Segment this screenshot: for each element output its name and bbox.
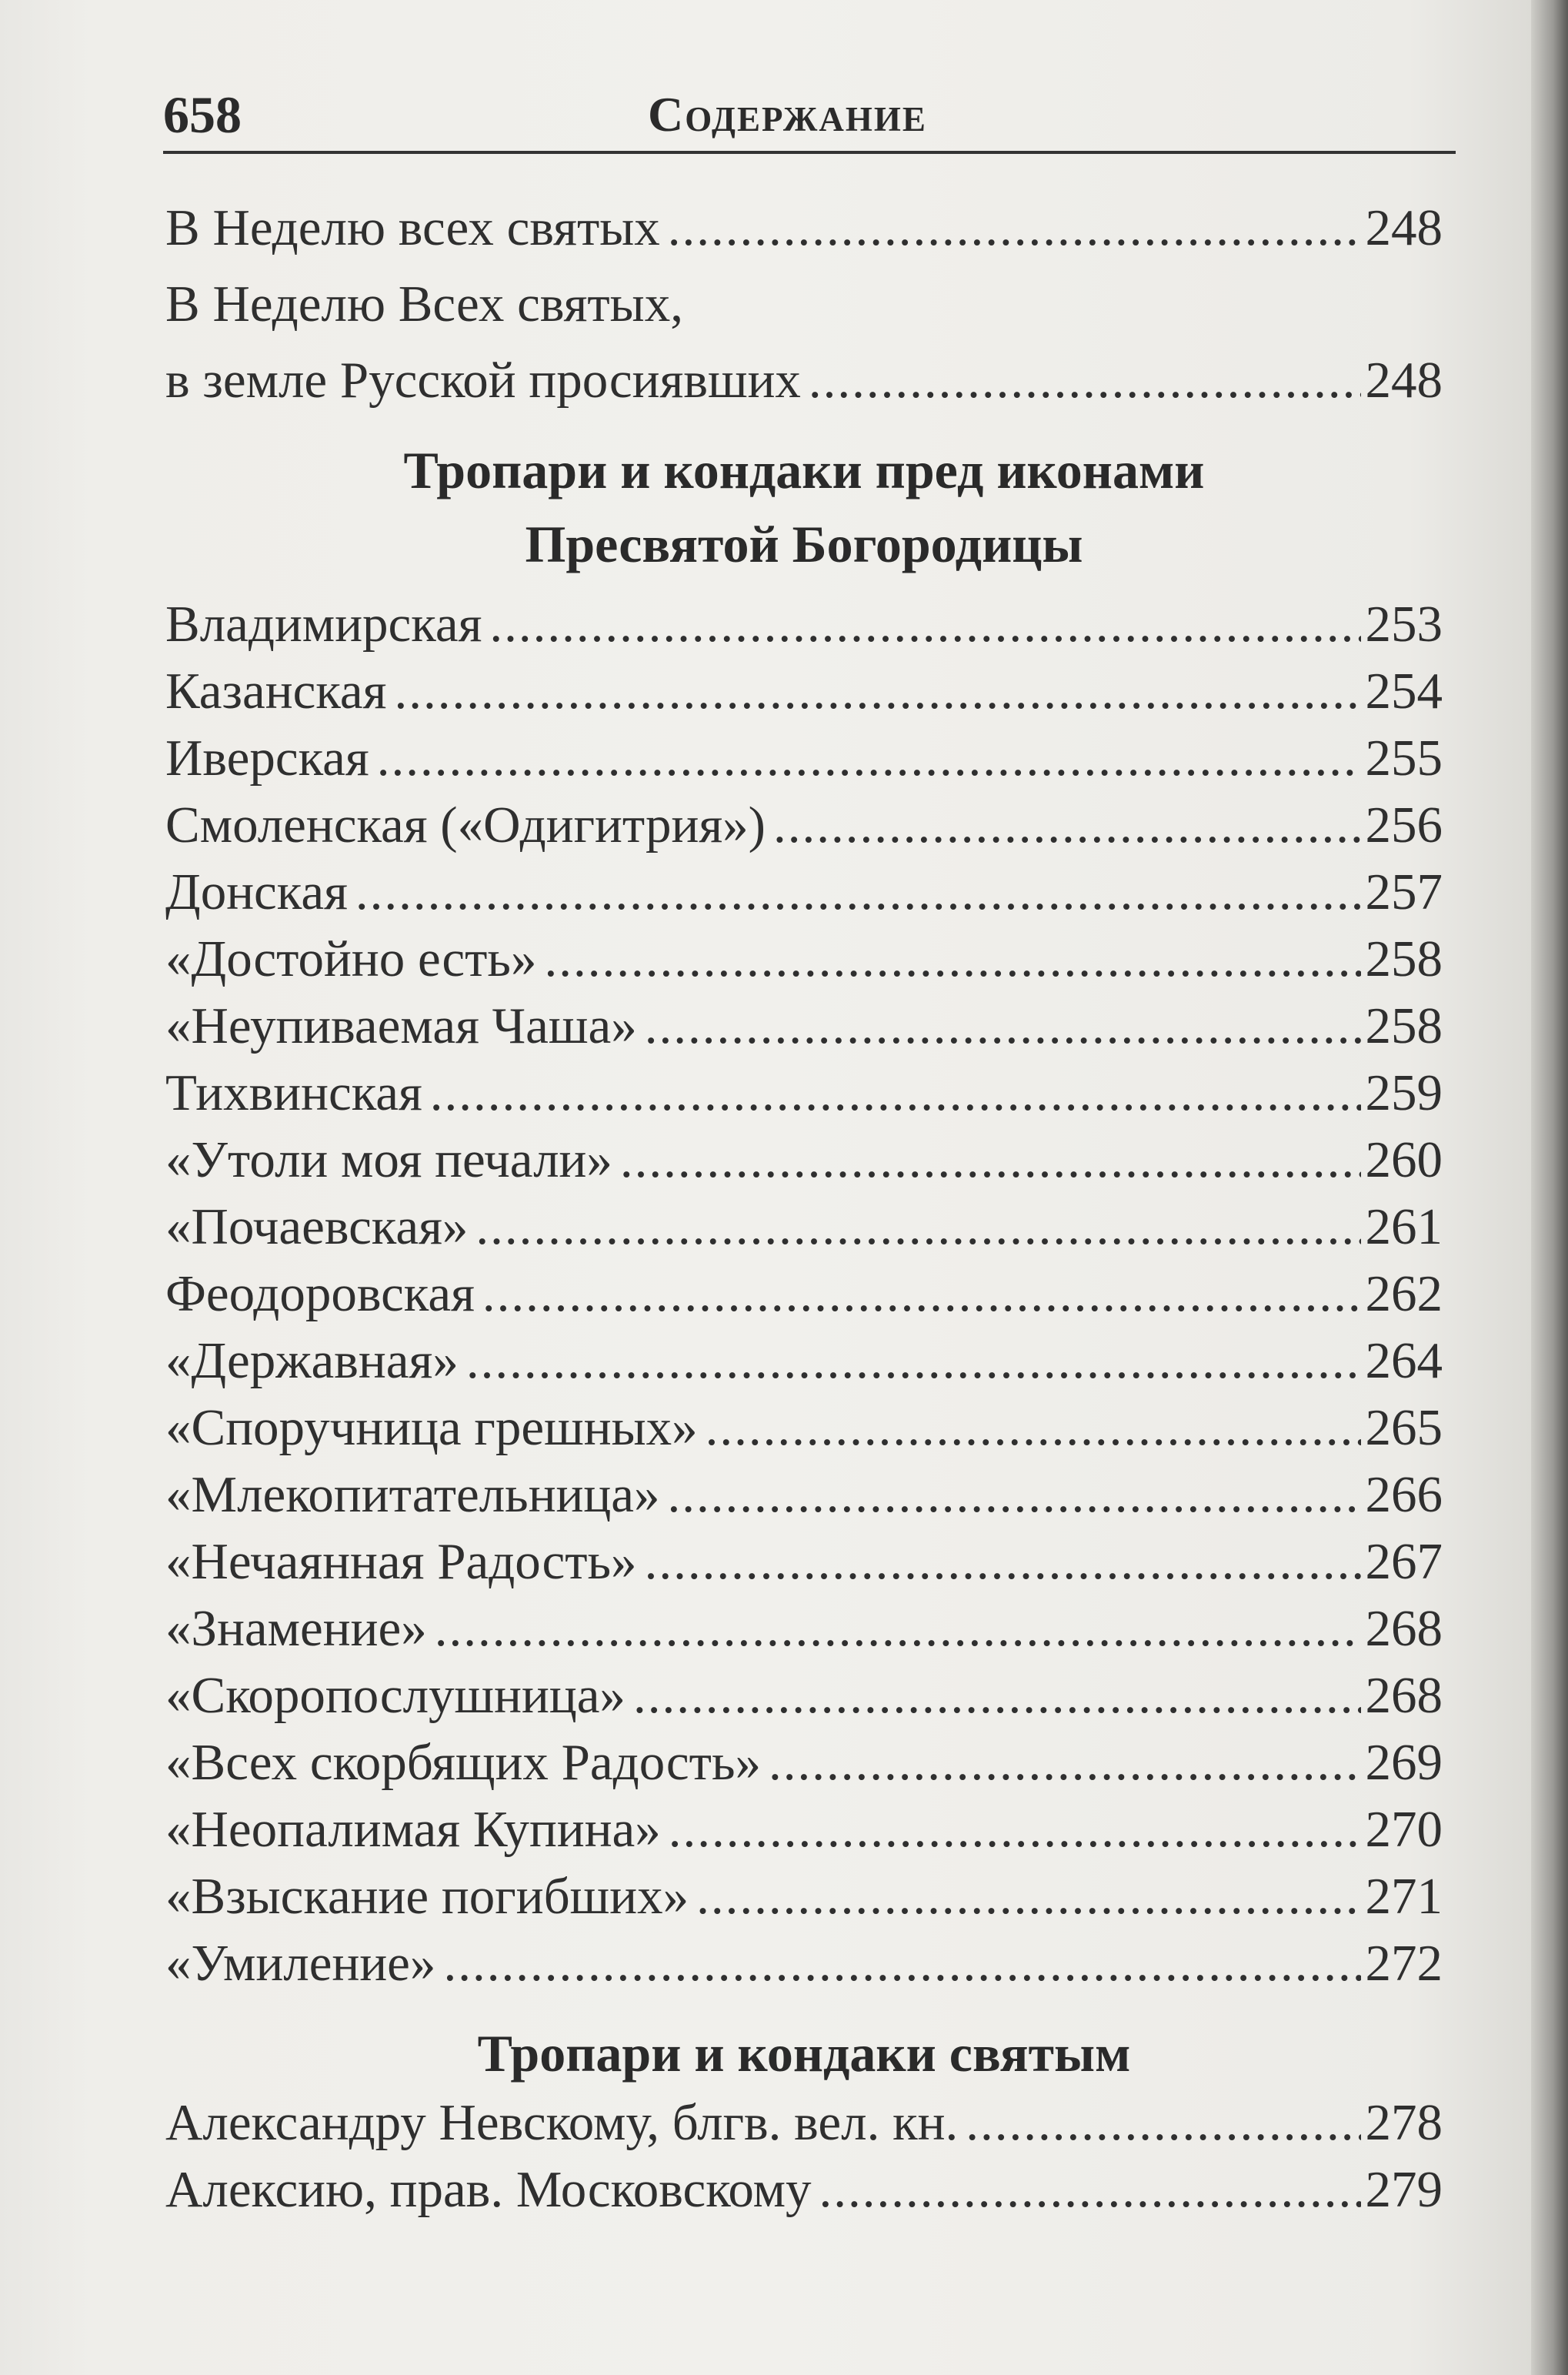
toc-entry [165, 993, 1443, 1059]
header-rule [163, 151, 1456, 154]
toc-entry [165, 1395, 1443, 1461]
toc-entry-title: Казанская [165, 663, 387, 720]
section-heading: Тропари и кондаки святым [477, 2024, 1131, 2083]
toc-entry-title: «Споручница грешных» [165, 1399, 698, 1456]
toc-entry-title: «Скоропослушница» [165, 1667, 626, 1724]
dot-leader [773, 792, 1361, 858]
toc-entry-page: 265 [1365, 1399, 1443, 1456]
dot-leader [645, 993, 1361, 1059]
toc-entry-page: 255 [1365, 730, 1443, 787]
toc-entry-title: в земле Русской просиявших [165, 352, 801, 409]
toc-entry-title: В Неделю всех святых [165, 199, 660, 256]
toc-entry [165, 195, 1443, 261]
toc-entry [165, 1930, 1443, 1996]
toc-entry-page: 259 [1365, 1064, 1443, 1121]
toc-entry-title: «Млекопитательница» [165, 1466, 660, 1523]
toc-entry-title: «Утоли моя печали» [165, 1131, 612, 1188]
toc-entry-page: 248 [1365, 352, 1443, 409]
section-heading: Тропари и кондаки пред иконами [403, 441, 1205, 499]
toc-entry [165, 1194, 1443, 1260]
toc-entry-title: «Достойно есть» [165, 930, 537, 987]
dot-leader [620, 1127, 1361, 1193]
dot-leader [394, 658, 1360, 724]
toc-entry-title: «Знамение» [165, 1600, 427, 1657]
toc-entry-title: «Державная» [165, 1332, 459, 1389]
toc-entry [165, 1127, 1443, 1193]
toc-entry-page: 271 [1365, 1868, 1443, 1925]
toc-entry-page: 268 [1365, 1667, 1443, 1724]
toc-entry [165, 1796, 1443, 1862]
dot-leader [633, 1662, 1361, 1729]
toc-entry-page: 258 [1365, 930, 1443, 987]
toc-entry-page: 267 [1365, 1533, 1443, 1590]
toc-entry-title: «Неопалимая Купина» [165, 1801, 661, 1858]
toc-entry [165, 1528, 1443, 1595]
toc-entry [165, 926, 1443, 992]
toc-entry-page: 256 [1365, 797, 1443, 853]
toc-entry-title: Иверская [165, 730, 369, 787]
toc-entry-title: В Неделю Всех святых, [165, 276, 683, 332]
toc-entry-title: «Умиление» [165, 1935, 436, 1992]
toc-entry [165, 1461, 1443, 1528]
dot-leader [443, 1930, 1360, 1996]
page-header [163, 77, 1456, 154]
toc-entry-title: «Взыскание погибших» [165, 1868, 689, 1925]
dot-leader [668, 1461, 1361, 1528]
toc-entry-title: «Неупиваемая Чаша» [165, 997, 637, 1054]
toc-entry-page: 261 [1365, 1198, 1443, 1255]
toc-entry [165, 1060, 1443, 1126]
toc-entry [165, 859, 1443, 925]
dot-leader [645, 1528, 1361, 1595]
toc-entry-page: 279 [1365, 2161, 1443, 2218]
toc-entry-page: 270 [1365, 1801, 1443, 1858]
toc-entry-title: Смоленская («Одигитрия») [165, 797, 766, 853]
toc-entry [165, 2089, 1443, 2156]
dot-leader [706, 1395, 1361, 1461]
dot-leader [430, 1060, 1361, 1126]
toc-entry-page: 248 [1365, 199, 1443, 256]
toc-entry-page: 272 [1365, 1935, 1443, 1992]
toc-entry-page: 262 [1365, 1265, 1443, 1322]
dot-leader [435, 1595, 1361, 1662]
toc-entry [165, 1863, 1443, 1929]
dot-leader [544, 926, 1360, 992]
section-heading-continued: Пресвятой Богородицы [525, 515, 1083, 573]
toc-entry-page: 260 [1365, 1131, 1443, 1188]
toc-entry-page: 264 [1365, 1332, 1443, 1389]
toc-entry-page: 269 [1365, 1734, 1443, 1791]
dot-leader [466, 1328, 1361, 1394]
toc-entry [165, 1662, 1443, 1729]
toc-entry-page: 257 [1365, 863, 1443, 920]
dot-leader [377, 725, 1361, 791]
toc-entry [165, 2156, 1443, 2223]
toc-entry-title: Владимирская [165, 596, 482, 653]
toc-entry-title: «Нечаянная Радость» [165, 1533, 637, 1590]
toc-entry-page: 268 [1365, 1600, 1443, 1657]
toc-entry-page: 258 [1365, 997, 1443, 1054]
dot-leader [669, 1796, 1361, 1862]
toc-entry [165, 725, 1443, 791]
toc-entry-title: «Почаевская» [165, 1198, 469, 1255]
dot-leader [475, 1194, 1360, 1260]
toc-entry-title: Алексию, прав. Московскому [165, 2161, 812, 2218]
dot-leader [819, 2156, 1361, 2223]
running-title: Содержание [648, 87, 927, 142]
dot-leader [769, 1729, 1360, 1795]
toc-entry [165, 1595, 1443, 1662]
dot-leader [668, 195, 1361, 261]
toc-entry-title: Александру Невскому, блгв. вел. кн. [165, 2094, 959, 2151]
page-number: 658 [163, 85, 242, 144]
toc-entry [165, 1261, 1443, 1327]
toc-entry-page: 278 [1365, 2094, 1443, 2151]
dot-leader [966, 2089, 1360, 2156]
dot-leader [489, 591, 1360, 657]
toc-entry-title: «Всех скорбящих Радость» [165, 1734, 762, 1791]
dot-leader [482, 1261, 1361, 1327]
dot-leader [809, 347, 1361, 413]
toc-entry [165, 1328, 1443, 1394]
dot-leader [696, 1863, 1360, 1929]
dot-leader [355, 859, 1361, 925]
toc-entry-page: 253 [1365, 596, 1443, 653]
toc-entry-page: 254 [1365, 663, 1443, 720]
toc-entry [165, 658, 1443, 724]
toc-entry [165, 271, 1443, 337]
toc-entry-title: Феодоровская [165, 1265, 475, 1322]
toc-entry [165, 1729, 1443, 1795]
toc-entry [165, 591, 1443, 657]
toc-entry-page: 266 [1365, 1466, 1443, 1523]
toc-entry-title: Тихвинская [165, 1064, 422, 1121]
toc-entry-title: Донская [165, 863, 348, 920]
toc-entry [165, 792, 1443, 858]
page-edge-shadow [1531, 0, 1568, 2375]
toc-entry [165, 347, 1443, 413]
